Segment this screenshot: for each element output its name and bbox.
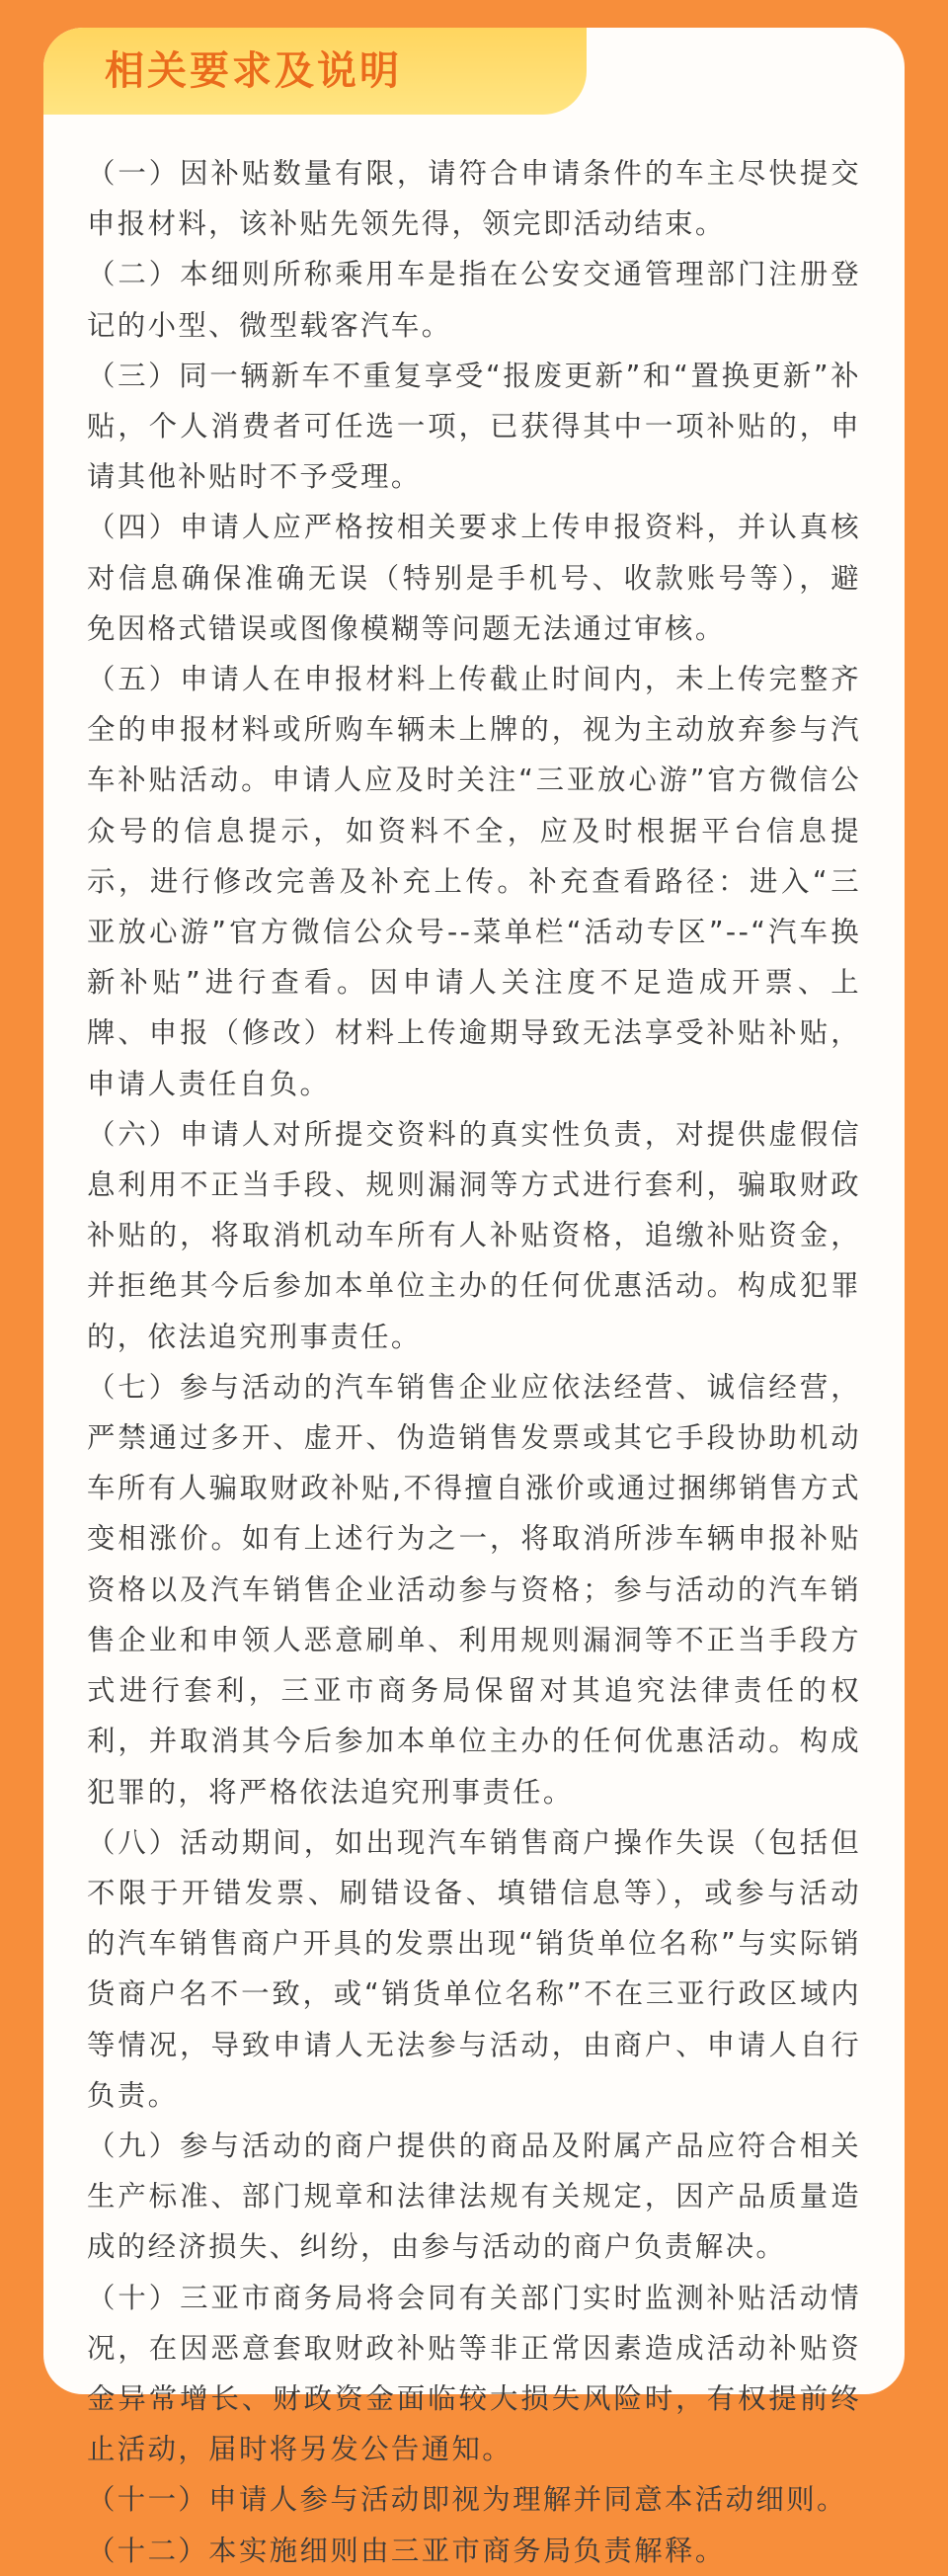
- rule-item-11: [87, 2474, 861, 2525]
- rule-text: 因补贴数量有限，请符合申请条件的车主尽快提交申报材料，该补贴先领先得，领完即活动结束。: [87, 157, 861, 241]
- rule-number: （一）: [87, 157, 181, 190]
- rule-number: （二）: [87, 258, 181, 291]
- rule-item-3: [87, 351, 861, 503]
- rules-card: [43, 28, 905, 2567]
- rule-item-7: [87, 1362, 861, 1817]
- rule-item-6: [87, 1109, 861, 1362]
- rule-item-4: [87, 502, 861, 654]
- rule-text: 申请人参与活动即视为理解并同意本活动细则。: [208, 2483, 847, 2517]
- rule-item-9: [87, 2121, 861, 2273]
- rule-item-5: [87, 654, 861, 1109]
- rule-text: 三亚市商务局将会同有关部门实时监测补贴活动情况，在因恶意套取财政补贴等非正常因素造成活动补贴资金异常增长、财政资金面临较大损失风险时，有权提前终止活动，届时将另发公告通知。: [87, 2281, 861, 2466]
- rule-text: 参与活动的汽车销售企业应依法经营、诚信经营，严禁通过多开、虚开、伪造销售发票或其它手段协助机动车所有人骗取财政补贴,不得擅自涨价或通过捆绑销售方式变相涨价。如有上述行为之一，将取消所涉车辆申报补贴资格以及汽车销售企业活动参与资格；参与活动的汽车销售企业和申领人恶意刷单、利用规则漏洞等不正当手段方式进行套利，三亚市商务局保留对其追究法律责任的权利，并取消其今后参加本单位主办的任何优惠活动。构成犯罪的，将严格依法追究刑事责任。: [87, 1370, 861, 1809]
- rule-number: （五）: [87, 663, 181, 696]
- rule-number: （十二）: [87, 2534, 209, 2567]
- rule-item-12: [87, 2526, 861, 2576]
- rule-text: 活动期间，如出现汽车销售商户操作失误（包括但不限于开错发票、刷错设备、填错信息等），或参与活动的汽车销售商户开具的发票出现“销货单位名称”与实际销货商户名不一致，或“销货单位名称”不在三亚行政区域内等情况，导致申请人无法参与活动，由商户、申请人自行负责。: [87, 1825, 861, 2112]
- rule-number: （八）: [87, 1825, 181, 1859]
- rule-number: （四）: [87, 511, 181, 544]
- rule-number: （九）: [87, 2129, 181, 2162]
- rule-item-10: [87, 2273, 861, 2475]
- rule-text: 本实施细则由三亚市商务局负责解释。: [208, 2534, 726, 2567]
- section-title-tab: [43, 28, 587, 115]
- rule-number: （三）: [87, 359, 180, 392]
- rule-item-1: [87, 148, 861, 249]
- rule-number: （六）: [87, 1117, 181, 1151]
- rule-item-2: [87, 249, 861, 350]
- rule-text: 同一辆新车不重复享受“报废更新”和“置换更新”补贴，个人消费者可任选一项，已获得其中一项补贴的，申请其他补贴时不予受理。: [87, 359, 862, 494]
- rule-item-8: [87, 1817, 861, 2121]
- rule-text: 本细则所称乘用车是指在公安交通管理部门注册登记的小型、微型载客汽车。: [87, 258, 861, 342]
- rule-text: 申请人应严格按相关要求上传申报资料，并认真核对信息确保准确无误（特别是手机号、收款账号等），避免因格式错误或图像模糊等问题无法通过审核。: [87, 511, 861, 645]
- rule-text: 参与活动的商户提供的商品及附属产品应符合相关生产标准、部门规章和法律法规有关规定，因产品质量造成的经济损失、纠纷，由参与活动的商户负责解决。: [87, 2129, 861, 2264]
- rule-number: （十一）: [87, 2483, 209, 2517]
- rule-text: 申请人对所提交资料的真实性负责，对提供虚假信息利用不正当手段、规则漏洞等方式进行套利，骗取财政补贴的，将取消机动车所有人补贴资格，追缴补贴资金，并拒绝其今后参加本单位主办的任何优惠活动。构成犯罪的，依法追究刑事责任。: [87, 1117, 861, 1353]
- rules-list: [87, 148, 861, 2576]
- rule-number: （七）: [87, 1370, 181, 1404]
- rule-text: 申请人在申报材料上传截止时间内，未上传完整齐全的申报材料或所购车辆未上牌的，视为主动放弃参与汽车补贴活动。申请人应及时关注“三亚放心游”官方微信公众号的信息提示，如资料不全，应及时根据平台信息提示，进行修改完善及补充上传。补充查看路径：进入“三亚放心游”官方微信公众号--菜单栏“活动专区”--“汽车换新补贴”进行查看。因申请人关注度不足造成开票、上牌、申报（修改）材料上传逾期导致无法享受补贴补贴，申请人责任自负。: [87, 663, 861, 1100]
- section-title: 相关要求及说明: [105, 48, 402, 94]
- rule-number: （十）: [87, 2281, 181, 2314]
